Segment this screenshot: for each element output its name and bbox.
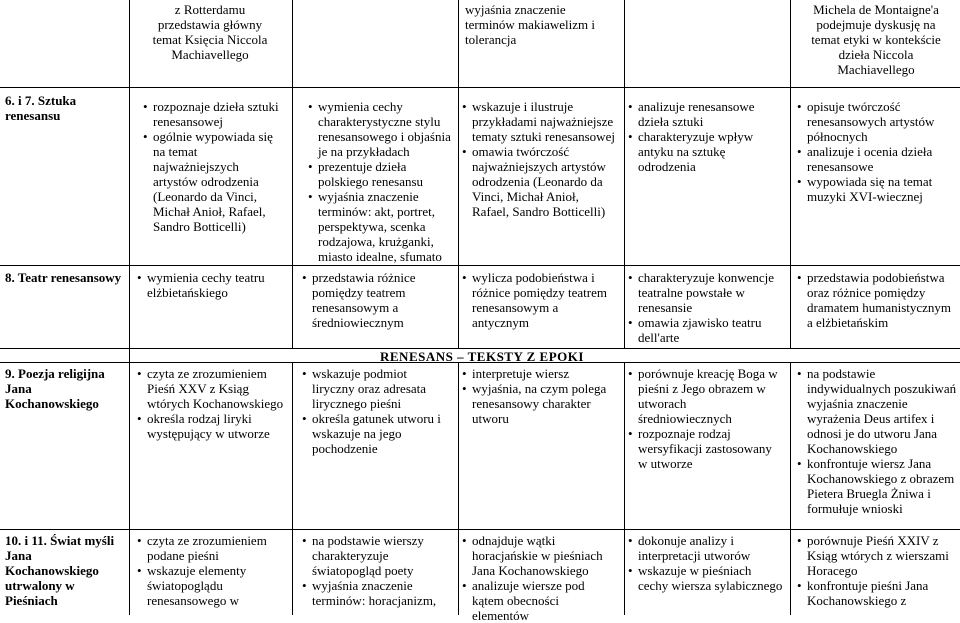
r2-c3-list	[462, 270, 617, 330]
r4-c4-list	[628, 533, 783, 593]
r1-c1-list	[143, 99, 285, 234]
r3-c4-list	[628, 366, 783, 471]
list-item: • wskazuje i ilustruje przykładami najważniejsze tematy sztuki renesansowej	[462, 99, 617, 144]
list-item: • na podstawie indywidualnych poszukiwań wyjaśnia znaczenie wyrażenia Deus artifex i odnosi je do utworu Jana Kochanowskiego	[797, 366, 957, 456]
list-item: • wskazuje podmiot liryczny oraz adresata lirycznego pieśni	[302, 366, 452, 411]
topic-r1: 6. i 7. Sztuka renesansu	[5, 93, 77, 123]
r3-c2-list	[302, 366, 452, 456]
list-item: • prezentuje dzieła polskiego renesansu	[308, 159, 451, 189]
r1-c2-list	[308, 99, 451, 264]
list-item: • określa gatunek utworu i wskazuje na jego pochodzenie	[302, 411, 452, 456]
list-item: • wskazuje w pieśniach cechy wiersza sylabicznego	[628, 563, 783, 593]
r2-c4-list	[628, 270, 783, 345]
r4-c2-list	[302, 533, 452, 608]
list-item: • omawia zjawisko teatru dell'arte	[628, 315, 783, 345]
r3-c1-list	[137, 366, 287, 441]
row-divider	[0, 87, 960, 88]
top-c3-text: wyjaśnia znaczenie terminów makiawelizm i tolerancja	[465, 2, 595, 47]
list-item: • wylicza podobieństwa i różnice pomiędzy teatrem renesansowym a antycznym	[462, 270, 617, 330]
list-item: • wymienia cechy charakterystyczne stylu renesansowego i objaśnia je na przykładach	[308, 99, 451, 159]
list-item: • rozpoznaje dzieła sztuki renesansowej	[143, 99, 285, 129]
r3-c5-list	[797, 366, 957, 516]
list-item: • wyjaśnia znaczenie terminów: horacjanizm,	[302, 578, 452, 608]
top-c1-text: z Rotterdamu przedstawia główny temat Księcia Niccola Machiavellego	[152, 2, 268, 62]
r3-c3-list	[462, 366, 617, 426]
list-item: • charakteryzuje konwencje teatralne powstałe w renesansie	[628, 270, 783, 315]
list-item: • ogólnie wypowiada się na temat najważniejszych artystów odrodzenia (Leonardo da Vinci, Michał Anioł, Rafael, Sandro Botticelli)	[143, 129, 285, 234]
list-item: • opisuje twórczość renesansowych artystów północnych	[797, 99, 957, 144]
column-divider	[790, 0, 791, 349]
list-item: • rozpoznaje rodzaj wersyfikacji zastosowany w utworze	[628, 426, 783, 471]
list-item: • wyjaśnia znaczenie terminów: akt, portret, perspektywa, scenka rodzajowa, krużganki, miasto idealne, sfumato	[308, 189, 451, 264]
column-divider	[292, 362, 293, 615]
list-item: • czyta ze zrozumieniem podane pieśni	[137, 533, 287, 563]
list-item: • wymienia cechy teatru elżbietańskiego	[137, 270, 287, 300]
list-item: • analizuje wiersze pod kątem obecności elementów	[462, 578, 617, 623]
column-divider	[624, 362, 625, 615]
list-item: • czyta ze zrozumieniem Pieśń XXV z Ksiąg wtórych Kochanowskiego	[137, 366, 287, 411]
list-item: • interpretuje wiersz	[462, 366, 617, 381]
list-item: • przedstawia różnice pomiędzy teatrem renesansowym a średniowiecznym	[302, 270, 452, 330]
list-item: • porównuje Pieśń XXIV z Ksiąg wtórych z wierszami Horacego	[797, 533, 957, 578]
r4-c5-list	[797, 533, 957, 608]
r4-c1-list	[137, 533, 287, 608]
column-divider	[292, 0, 293, 349]
r1-c5-list	[797, 99, 957, 204]
r2-c2-list	[302, 270, 452, 330]
list-item: • analizuje i ocenia dzieła renesansowe	[797, 144, 957, 174]
list-item: • omawia twórczość najważniejszych artystów odrodzenia (Leonardo da Vinci, Michał Anioł, Rafael, Sandro Botticelli)	[462, 144, 617, 219]
column-divider	[129, 0, 130, 615]
row-divider	[0, 265, 960, 266]
row-divider	[0, 529, 960, 530]
top-c5-text: Michela de Montaigne'a podejmuje dyskusję na temat etyki w kontekście dzieła Niccola Machiavellego	[811, 2, 941, 77]
column-divider	[790, 362, 791, 615]
list-item: • dokonuje analizy i interpretacji utworów	[628, 533, 783, 563]
column-divider	[458, 362, 459, 615]
section-title: RENESANS – TEKSTY Z EPOKI	[380, 349, 584, 364]
list-item: • określa rodzaj liryki występujący w utworze	[137, 411, 287, 441]
r1-c4-list	[628, 99, 783, 174]
list-item: • wypowiada się na temat muzyki XVI-wiecznej	[797, 174, 957, 204]
topic-r4: 10. i 11. Świat myśli Jana Kochanowskiego utrwalony w Pieśniach	[5, 533, 115, 608]
r1-c3-list	[462, 99, 617, 219]
list-item: • konfrontuje wiersz Jana Kochanowskiego z obrazem Pietera Bruegla Żniwa i formułuje wnioski	[797, 456, 957, 516]
list-item: • wskazuje elementy światopoglądu renesansowego w	[137, 563, 287, 608]
column-divider	[624, 0, 625, 349]
r2-c5-list	[797, 270, 957, 330]
r4-c3-list	[462, 533, 617, 623]
topic-r2: 8. Teatr renesansowy	[5, 270, 122, 285]
list-item: • analizuje renesansowe dzieła sztuki	[628, 99, 783, 129]
list-item: • odnajduje wątki horacjańskie w pieśniach Jana Kochanowskiego	[462, 533, 617, 578]
column-divider	[458, 0, 459, 349]
r2-c1-list	[137, 270, 287, 300]
list-item: • charakteryzuje wpływ antyku na sztukę odrodzenia	[628, 129, 783, 174]
list-item: • konfrontuje pieśni Jana Kochanowskiego z	[797, 578, 957, 608]
list-item: • wyjaśnia, na czym polega renesansowy charakter utworu	[462, 381, 617, 426]
list-item: • przedstawia podobieństwa oraz różnice pomiędzy dramatem humanistycznym a elżbietańskim	[797, 270, 957, 330]
list-item: • na podstawie wierszy charakteryzuje światopogląd poety	[302, 533, 452, 578]
list-item: • porównuje kreację Boga w pieśni z Jego obrazem w utworach średniowiecznych	[628, 366, 783, 426]
topic-r3: 9. Poezja religijna Jana Kochanowskiego	[5, 366, 105, 411]
